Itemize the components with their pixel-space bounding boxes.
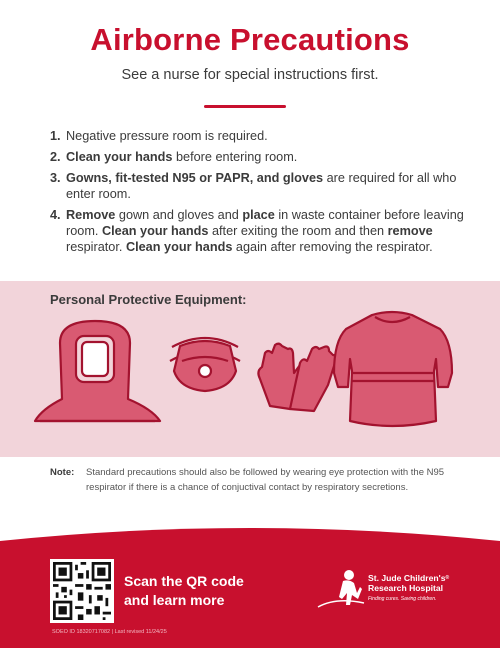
instruction-step <box>50 170 470 202</box>
papr-hood-icon <box>35 321 160 421</box>
step-number: 2. <box>50 150 61 164</box>
gloves-icon <box>258 344 335 411</box>
step-text-part: gown and gloves and <box>115 208 243 222</box>
instruction-steps <box>50 128 470 260</box>
page-title: Airborne Precautions <box>90 22 410 57</box>
scan-qr-text <box>124 572 244 610</box>
step-emphasis: Remove <box>66 208 116 222</box>
n95-respirator-icon <box>170 338 240 391</box>
ppe-illustrations <box>0 281 500 457</box>
instruction-step <box>50 149 470 165</box>
logo-name-line-2: Research Hospital <box>368 583 443 593</box>
step-emphasis: Clean your hands <box>66 150 173 164</box>
step-text-part: after exiting the room and then <box>208 224 388 238</box>
gown-icon <box>334 312 452 426</box>
step-emphasis: Gowns, fit-tested N95 or PAPR, and gloves <box>66 171 324 185</box>
step-text-part: respirator. <box>66 240 126 254</box>
step-number: 4. <box>50 208 61 222</box>
step-text <box>66 128 268 144</box>
step-emphasis: remove <box>387 224 433 238</box>
step-text <box>66 170 470 202</box>
scan-line-2: and learn more <box>124 592 225 608</box>
scan-line-1: Scan the QR code <box>124 573 244 589</box>
registered-mark: ® <box>445 575 450 581</box>
note <box>50 465 470 495</box>
title-divider <box>204 105 286 108</box>
step-text-part: are required for all who enter room. <box>66 171 457 201</box>
step-text-part: in waste container before leaving room. <box>66 208 464 238</box>
note-label: Note: <box>50 467 75 478</box>
step-text-part: Negative pressure room is required. <box>66 129 268 143</box>
step-text <box>66 207 470 255</box>
logo-name-line-1: St. Jude Children's <box>368 573 446 583</box>
step-emphasis: place <box>242 208 275 222</box>
step-number: 3. <box>50 171 61 185</box>
page-subtitle: See a nurse for special instructions first. <box>121 67 379 83</box>
step-text-part: again after removing the respirator. <box>232 240 433 254</box>
instruction-step <box>50 207 470 255</box>
document-id: SOEO ID 18320717082 | Last revised 11/24/25 <box>52 629 167 635</box>
step-emphasis: Clean your hands <box>101 224 209 238</box>
qr-code[interactable] <box>50 559 114 623</box>
logo-tagline: Finding cures. Saving children. <box>368 596 437 602</box>
step-text-part: before entering room. <box>172 150 298 164</box>
ppe-section <box>0 281 500 457</box>
instruction-step <box>50 128 470 144</box>
step-number: 1. <box>50 129 61 143</box>
ppe-heading: Personal Protective Equipment: <box>50 292 247 307</box>
qr-code-icon <box>53 562 111 620</box>
step-emphasis: Clean your hands <box>125 240 233 254</box>
note-text: Standard precautions should also be followed by wearing eye protection with the N95 respirator if there is a chance of conjuctival contact by respiratory secretions. <box>86 467 445 493</box>
step-text <box>66 149 297 165</box>
logo-name <box>368 573 449 593</box>
